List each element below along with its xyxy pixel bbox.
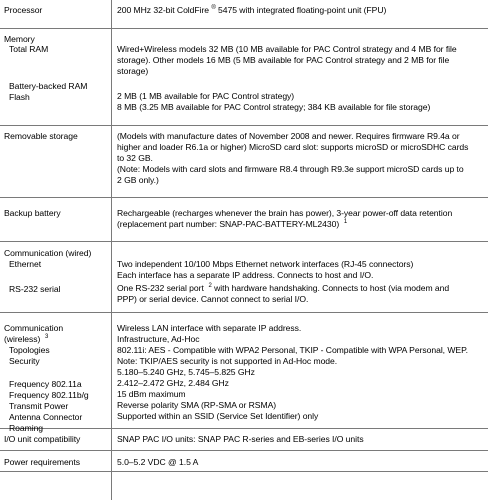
power-value: 5.0–5.2 VDC @ 1.5 A xyxy=(117,457,199,467)
wireless-line: 2.412–2.472 GHz, 2.484 GHz xyxy=(117,378,229,388)
row-divider xyxy=(0,312,488,313)
registered-mark: ® xyxy=(211,5,216,11)
row-divider xyxy=(0,450,488,451)
io-compat-label: I/O unit compatibility xyxy=(4,434,81,444)
memory-label: Memory xyxy=(4,34,35,44)
wireless-sub-label: Transmit Power xyxy=(9,401,69,411)
footnote-marker: 1 xyxy=(343,219,348,225)
flash-value: 8 MB (3.25 MB available for PAC Control strategy; 384 KB available for file storage) xyxy=(117,102,431,112)
processor-value xyxy=(117,5,386,16)
wireless-sub-label: Roaming xyxy=(9,423,44,433)
wireless-sub-label: Frequency 802.11a xyxy=(9,379,82,389)
backup-line-text: (replacement part number: SNAP-PAC-BATTERY-ML2430) xyxy=(117,219,340,229)
ethernet-label: Ethernet xyxy=(9,259,42,269)
row-divider xyxy=(0,428,488,429)
wireless-line: Reverse polarity SMA (RP-SMA or RSMA) xyxy=(117,400,277,410)
row-divider xyxy=(0,241,488,242)
rs232-label: RS-232 serial xyxy=(9,284,61,294)
wireless-line: Note: TKIP/AES security is not supported in Ad-Hoc mode. xyxy=(117,356,338,366)
total-ram-line: storage). Other models 16 MB (5 MB available for PAC Control strategy and 2 MB for file xyxy=(117,55,450,65)
removable-line: 2 GB only.) xyxy=(117,175,159,185)
wireless-line: 5.180–5.240 GHz, 5.745–5.825 GHz xyxy=(117,367,255,377)
wireless-line: 802.11i: AES - Compatible with WPA2 Personal, TKIP - Compatible with WPA Personal, WEP. xyxy=(117,345,469,355)
row-divider xyxy=(0,471,488,472)
processor-value-rest: 5475 with integrated floating-point unit (FPU) xyxy=(218,5,387,15)
total-ram-label: Total RAM xyxy=(9,44,49,54)
io-compat-value: SNAP PAC I/O units: SNAP PAC R-series and EB-series I/O units xyxy=(117,434,364,444)
wireless-sub-label: Frequency 802.11b/g xyxy=(9,390,89,400)
serial-line-text: with hardware handshaking. Connects to host (via modem and xyxy=(214,283,450,293)
total-ram-line: storage) xyxy=(117,66,149,76)
backup-line xyxy=(117,219,347,230)
removable-line: higher and loader R6.1a or higher) MicroSD card slot: supports microSD or microSDHC cards xyxy=(117,142,469,152)
ethernet-line: Each interface has a separate IP address. Connects to host and I/O. xyxy=(117,270,374,280)
processor-value-main: 200 MHz 32-bit ColdFire xyxy=(117,5,209,15)
row-divider xyxy=(0,125,488,126)
removable-storage-label: Removable storage xyxy=(4,131,78,141)
serial-line xyxy=(117,283,449,294)
column-divider xyxy=(111,0,112,500)
flash-label: Flash xyxy=(9,92,30,102)
wireless-sub-label: Topologies xyxy=(9,345,50,355)
wireless-line: 15 dBm maximum xyxy=(117,389,186,399)
battery-ram-label: Battery-backed RAM xyxy=(9,81,88,91)
total-ram-line: Wired+Wireless models 32 MB (10 MB available for PAC Control strategy and 4 MB for file xyxy=(117,44,457,54)
footnote-marker: 3 xyxy=(44,334,49,340)
serial-line-text: One RS-232 serial port xyxy=(117,283,204,293)
comm-wireless-label: Communication xyxy=(4,323,64,333)
row-divider xyxy=(0,197,488,198)
row-divider xyxy=(0,28,488,29)
removable-line: (Note: Models with card slots and firmware R8.4 through R9.3e support microSD cards up to xyxy=(117,164,464,174)
comm-wireless-label xyxy=(4,334,48,345)
wireless-line: Infrastructure, Ad-Hoc xyxy=(117,334,200,344)
wireless-sub-label: Security xyxy=(9,356,40,366)
removable-line: to 32 GB. xyxy=(117,153,153,163)
wireless-sub-label: Antenna Connector xyxy=(9,412,83,422)
battery-ram-value: 2 MB (1 MB available for PAC Control strategy) xyxy=(117,91,295,101)
power-label: Power requirements xyxy=(4,457,80,467)
removable-line: (Models with manufacture dates of November 2008 and newer. Requires firmware R9.4a or xyxy=(117,131,460,141)
backup-line: Rechargeable (recharges whenever the brain has power), 3-year power-off data retention xyxy=(117,208,453,218)
ethernet-line: Two independent 10/100 Mbps Ethernet network interfaces (RJ-45 connectors) xyxy=(117,259,414,269)
wireless-line: Supported within an SSID (Service Set Identifier) only xyxy=(117,411,319,421)
footnote-marker: 2 xyxy=(208,283,212,289)
processor-label: Processor xyxy=(4,5,43,15)
serial-line: PPP) or serial device. Cannot connect to serial I/O. xyxy=(117,294,309,304)
backup-battery-label: Backup battery xyxy=(4,208,61,218)
wireless-line: Wireless LAN interface with separate IP address. xyxy=(117,323,302,333)
comm-wireless-label-text: (wireless) xyxy=(4,334,41,344)
comm-wired-label: Communication (wired) xyxy=(4,248,92,258)
